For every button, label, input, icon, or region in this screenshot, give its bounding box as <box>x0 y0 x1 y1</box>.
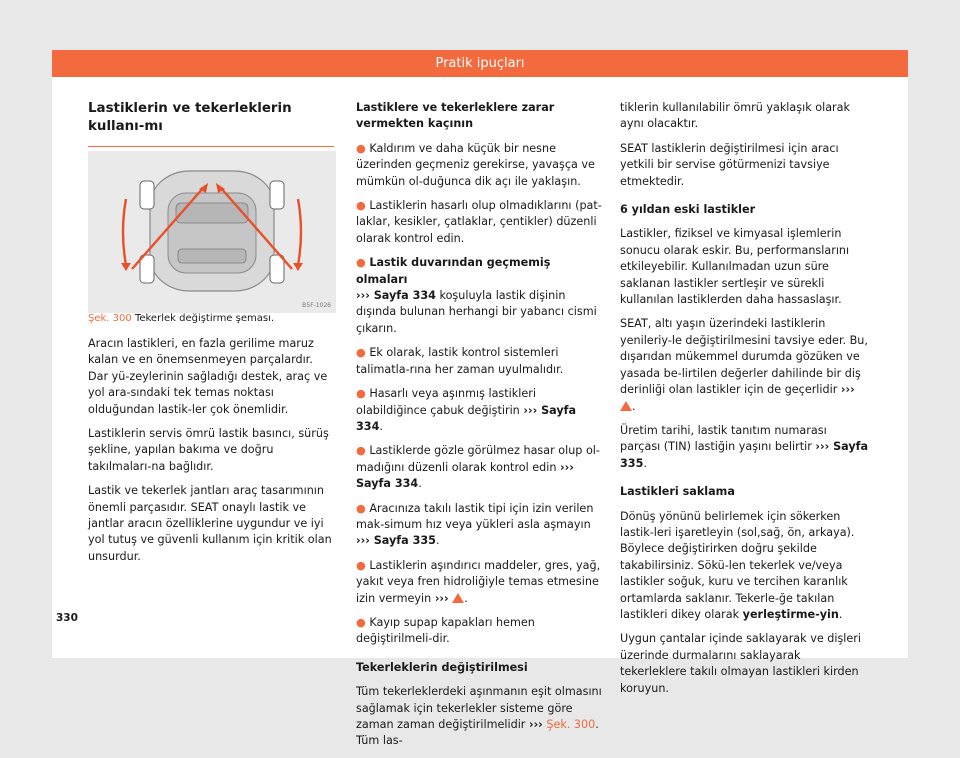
bullet-icon: ● <box>356 387 366 401</box>
page-link[interactable]: ››› Sayfa 334 <box>356 403 577 433</box>
page-link[interactable]: ››› Sayfa 335 <box>620 440 869 470</box>
car-diagram <box>88 151 336 313</box>
bullet-bold-text: Lastik duvarından geçmemiş olmaları <box>356 256 551 286</box>
bullet-icon: ● <box>356 141 366 155</box>
bold-text: yerleştirme-yin <box>742 607 839 621</box>
paragraph: Tüm tekerleklerdeki aşınmanın eşit olmasını sağlamak için tekerlekler sisteme göre zaman zaman değiştirilmelidir <box>356 685 602 731</box>
warning-icon <box>452 593 464 603</box>
paragraph: Uygun çantalar içinde saklayarak ve dişleri üzerinde durmalarını saklayarak tekerleklere takılı olmayan lastikleri kirden koruyun. <box>620 632 861 695</box>
wheel-front-right <box>270 181 284 209</box>
bullet-text: Hasarlı veya aşınmış lastikleri olabildiğince çabuk değiştirin <box>356 387 536 417</box>
subheading: Lastikleri saklama <box>620 485 735 499</box>
wheel-front-left <box>140 181 154 209</box>
section-title: Lastiklerin ve tekerleklerin kullanı-mı <box>88 101 292 134</box>
title-underline <box>88 146 334 147</box>
column-3: tiklerin kullanılabilir ömrü yaklaşık olarak aynı olacaktır. SEAT lastiklerin değiştirilmesi için aracı yetkili bir servise götürmenizi tavsiye etmektedir. 6 yıldan eski lastikler Lastikler, fiziksel ve kimyasal işlemlerin sonucu olarak eskir. Bu, performanslarını etkileyebilir. Kullanılmadan uzun süre saklanan lastikler sertleşir ve sürekli kullanılan lastiklerden daha hassaslaşır. SEAT, altı yaşın üzerindeki lastiklerin yenileriy-le değiştirilmesini tavsiye eder. Bu, dışarıdan mükemmel durumda gözüken ve yasada be-lirtilen değerler dahilinde bir diş derinliği olan lastikler için de geçerlidir ››› . Üretim tarihi, lastik tanıtım numarası parçası (TIN) lastiğin yaşını belirtir ››› Sayfa 335. Lastikleri saklama Dönüş yönünü belirlemek için sökerken lastik-leri işaretleyin (sol,sağ, ön, arkaya). Böylece değiştirirken doğru şekilde takabilirsiniz. Sökü-len tekerlek ve/veya lastikler soğuk, kuru ve tercihen karanlık ortamlarda saklanır. Tekerle-ğe takılan lastikleri dikey olarak yerleştirme-yin. Uygun çantalar içinde saklayarak ve dişleri üzerinde durmalarını saklayarak tekerleklere takılı olmayan lastikleri kirden koruyun. <box>620 100 870 705</box>
bullet-text: koşuluyla lastik dişinin dışında bulunan herhangi bir yabancı cismi çıkarın. <box>356 289 597 335</box>
bullet-text: Aracınıza takılı lastik tipi için izin verilen mak-simum hız veya yükleri asla aşmayın <box>356 501 594 531</box>
bullet-text: Kayıp supap kapakları hemen değiştirilmeli-dir. <box>356 615 535 646</box>
figure-caption-text: Tekerlek değiştirme şeması. <box>134 313 275 324</box>
column-1 <box>88 100 336 155</box>
bullet-text: Kaldırım ve daha küçük bir nesne üzerinden geçmeniz gerekirse, yavaşça ve mümkün ol-duğunca dik açı ile yaklaşın. <box>356 141 595 188</box>
paragraph: Lastik ve tekerlek jantları araç tasarımının önemli parçasıdır. SEAT onaylı lastik ve jantlar aracın özelliklerine uygundur ve iyi yol tutuş ve güvenli kullanım için kritik olan unsurdur. <box>88 484 332 563</box>
figure-code: B5F-1026 <box>302 302 331 309</box>
warning-icon <box>620 401 632 411</box>
bullet-icon: ● <box>356 256 366 270</box>
figure-number: Şek. 300 <box>88 313 132 324</box>
paragraph: Lastiklerin servis ömrü lastik basıncı, sürüş şekline, yapılan bakıma ve doğru takılmaları-na bağlıdır. <box>88 427 329 473</box>
page-link[interactable]: ››› Sayfa 334 <box>356 460 574 491</box>
figure-tire-rotation <box>88 151 336 313</box>
paragraph: SEAT lastiklerin değiştirilmesi için aracı yetkili bir servise götürmenizi tavsiye etmektedir. <box>620 141 839 188</box>
subheading: Tekerleklerin değiştirilmesi <box>356 660 528 674</box>
column-2: Lastiklere ve tekerleklere zarar vermekten kaçının ● Kaldırım ve daha küçük bir nesne üzerinden geçmeniz gerekirse, yavaşça ve mümkün ol-duğunca dik açı ile yaklaşın. ● Lastiklerin hasarlı olup olmadıklarını (pat-laklar, kesikler, çatlaklar, çentikler) düzenli olarak kontrol edin. ● Lastik duvarından geçmemiş olmaları ››› Sayfa 334 koşuluyla lastik dişinin dışında bulunan herhangi bir yabancı cismi çıkarın. ● Ek olarak, lastik kontrol sistemleri talimatla-rına her zaman uyulmalıdır. ● Hasarlı veya aşınmış lastikleri olabildiğince çabuk değiştirin ››› Sayfa 334. ● Lastiklerde gözle görülmez hasar olup ol-madığını düzenli olarak kontrol edin ››› Sayfa 334. ● Aracınıza takılı lastik tipi için izin verilen mak-simum hız veya yükleri asla aşmayın ››› Sayfa 335. ● Lastiklerin aşındırıcı maddeler, gres, yağ, yakıt veya fren hidroliğiyle temas etmesine izin vermeyin ››› . ● Kayıp supap kapakları hemen değiştirilmeli-dir. Tekerleklerin değiştirilmesi Tüm tekerleklerdeki aşınmanın eşit olmasını sağlamak için tekerlekler sisteme göre zaman zaman değiştirilmelidir ››› Şek. 300. Tüm las- <box>356 100 604 758</box>
chapter-header <box>52 50 908 77</box>
paragraph: Aracın lastikleri, en fazla gerilime maruz kalan ve en önemsenmeyen parçalardır. Dar yü-zeylerinin sağladığı destek, araç ve yol ara-sındaki tek temas noktası olduğundan lastik-ler çok önemlidir. <box>88 337 328 416</box>
warning-link[interactable]: ››› <box>434 591 449 605</box>
page-number: 330 <box>56 612 78 624</box>
bullet-icon: ● <box>356 199 366 213</box>
warning-link[interactable]: ››› <box>840 383 855 397</box>
bullet-text: Ek olarak, lastik kontrol sistemleri talimatla-rına her zaman uyulmalıdır. <box>356 346 564 376</box>
column-1-text <box>88 336 336 573</box>
paragraph: SEAT, altı yaşın üzerindeki lastiklerin yenileriy-le değiştirilmesini tavsiye eder. Bu, dışarıdan mükemmel durumda gözüken ve yasada be-lirtilen değerler dahilinde bir diş derinliği olan lastikler için de geçerlidir <box>620 317 868 397</box>
bullet-text: Lastiklerin hasarlı olup olmadıklarını (pat-laklar, kesikler, çatlaklar, çentikler) düzenli olarak kontrol edin. <box>356 199 602 245</box>
chapter-title: Pratik ipuçları <box>435 56 525 71</box>
bullet-icon: ● <box>356 558 366 572</box>
bullet-icon: ● <box>356 501 366 515</box>
paragraph: Lastikler, fiziksel ve kimyasal işlemlerin sonucu olarak eskir. Bu, performanslarını etkileyebilir. Kullanılmadan uzun süre saklanan lastikler sertleşir ve sürekli kullanılan lastiklerden daha hassaslaşır. <box>620 227 850 307</box>
page-link[interactable]: ››› Sayfa 334 <box>356 289 436 303</box>
bullet-text: Lastiklerde gözle görülmez hasar olup ol-madığını düzenli olarak kontrol edin <box>356 444 600 474</box>
paragraph: Üretim tarihi, lastik tanıtım numarası parçası (TIN) lastiğin yaşını belirtir <box>620 423 827 454</box>
subheading: 6 yıldan eski lastikler <box>620 203 756 217</box>
manual-page <box>52 50 908 748</box>
paragraph: tiklerin kullanılabilir ömrü yaklaşık olarak aynı olacaktır. <box>620 101 850 131</box>
figure-caption <box>88 313 336 328</box>
figure-link[interactable]: Şek. 300 <box>546 718 596 731</box>
paragraph: Dönüş yönünü belirlemek için sökerken lastik-leri işaretleyin (sol,sağ, ön, arkaya). Böylece değiştirirken doğru şekilde takabilirsiniz. Sökü-len tekerlek ve/veya lastikler soğuk, kuru ve tercihen karanlık ortamlarda saklanır. Tekerle-ğe takılan lastikleri dikey olarak <box>620 509 855 621</box>
subheading: Lastiklere ve tekerleklere zarar vermekten kaçının <box>356 101 555 131</box>
paragraph-end: . Tüm las- <box>356 718 599 748</box>
page-link[interactable]: ››› Sayfa 335 <box>356 534 436 548</box>
bullet-icon: ● <box>356 444 366 458</box>
bullet-icon: ● <box>356 615 366 629</box>
bullet-text: Lastiklerin aşındırıcı maddeler, gres, yağ, yakıt veya fren hidroliğiyle temas etmesine izin vermeyin <box>356 558 601 605</box>
bullet-icon: ● <box>356 346 366 360</box>
figure-link-arrows[interactable]: ››› <box>528 718 543 731</box>
